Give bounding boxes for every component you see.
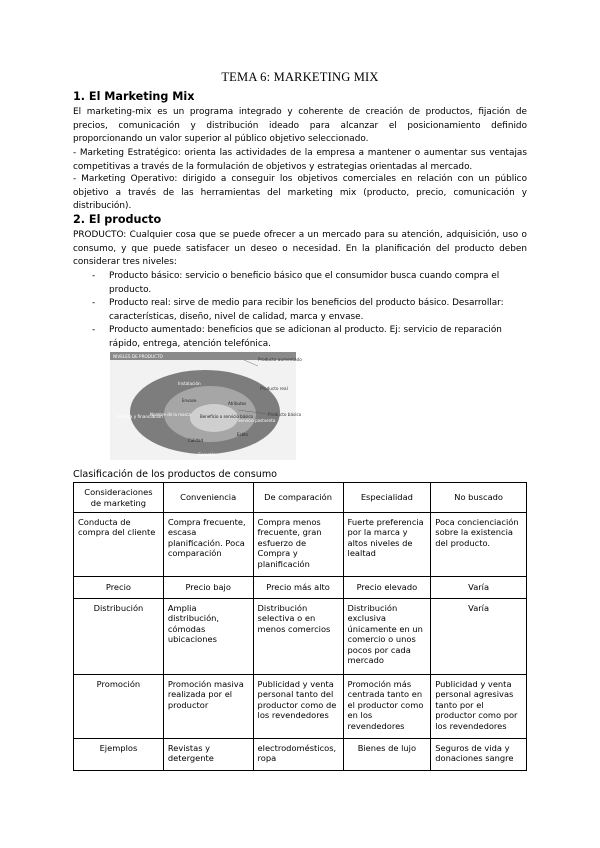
list-item: - Producto básico: servicio o beneficio básico que el consumidor busca cuando compra el producto. xyxy=(92,271,500,295)
table-cell: Distribución exclusiva únicamente en un comercio o unos pocos por cada mercado xyxy=(343,599,431,675)
table-cell: electrodomésticos, ropa xyxy=(253,739,343,771)
table-header-cell: De comparación xyxy=(253,483,343,513)
table-cell: Revistas y detergente xyxy=(163,739,253,771)
table-cell: Fuerte preferencia por la marca y altos niveles de lealtad xyxy=(343,513,431,577)
table-header-cell: Conveniencia xyxy=(163,483,253,513)
diagram-garantia: Garantía xyxy=(198,452,216,457)
table-cell: Varía xyxy=(431,599,527,675)
section-heading-producto: 2. El producto xyxy=(73,213,162,226)
table-cell: Ejemplos xyxy=(74,739,164,771)
consumer-products-table xyxy=(73,482,527,771)
page-title: TEMA 6: MARKETING MIX xyxy=(221,70,379,84)
table-cell: Poca concienciación sobre la existencia del producto. xyxy=(431,513,527,577)
table-row xyxy=(74,675,527,739)
paragraph-marketing-estrategico: - Marketing Estratégico: orienta las actividades de la empresa a mantener o aumentar sus ventajas competitivas a través de la formulación de objetivos y estrategias orientadas al mercado. xyxy=(73,148,527,172)
table-cell: Promoción xyxy=(74,675,164,739)
paragraph-marketing-mix-definition: El marketing-mix es un programa integrado y coherente de creación de productos, fijación de precios, comunicación y distribución ideado para alcanzar el posicionamiento definido proporcionando un valor superior al público objetivo seleccionado. xyxy=(73,107,527,145)
product-levels-diagram xyxy=(110,352,302,460)
table-cell: Varía xyxy=(431,577,527,599)
section-heading-marketing-mix: 1. El Marketing Mix xyxy=(73,90,195,103)
table-header-cell: No buscado xyxy=(431,483,527,513)
table-cell: Bienes de lujo xyxy=(343,739,431,771)
table-cell: Publicidad y venta personal agresivas tanto por el productor como por los revendedores xyxy=(431,675,527,739)
diagram-envase: Envase xyxy=(182,398,197,403)
table-cell: Seguros de vida y donaciones sangre xyxy=(431,739,527,771)
table-header-row xyxy=(74,483,527,513)
table-row xyxy=(74,739,527,771)
table-header-cell: Especialidad xyxy=(343,483,431,513)
paragraph-marketing-operativo: - Marketing Operativo: dirigido a conseguir los objetivos comerciales en relación con un público objetivo a través de las herramientas del marketing mix (producto, precio, comunicación y distribución). xyxy=(73,174,527,212)
diagram-beneficio-basico: Beneficio o servicio básico xyxy=(200,414,253,419)
table-caption: Clasificación de los productos de consumo xyxy=(73,469,278,480)
diagram-calidad: Calidad xyxy=(188,438,203,443)
table-cell: Amplia distribución, cómodas ubicaciones xyxy=(163,599,253,675)
table-cell: Distribución xyxy=(74,599,164,675)
diagram-header: NIVELES DE PRODUCTO xyxy=(113,354,163,359)
list-item: - Producto real: sirve de medio para recibir los beneficios del producto básico. Desarrollar: características, diseño, nivel de calidad, marca y envase. xyxy=(92,298,504,322)
list-item: - Producto aumentado: beneficios que se adicionan al producto. Ej: servicio de reparación rápido, entrega, atención telefónica. xyxy=(92,325,502,349)
paragraph-producto-definition: PRODUCTO: Cualquier cosa que se puede ofrecer a un mercado para su atención, adquisición, uso o consumo, y que puede satisfacer un deseo o necesidad. En la planificación del producto deben considerar tres niveles: xyxy=(73,230,527,268)
table-cell: Publicidad y venta personal tanto del productor como de los revendedores xyxy=(253,675,343,739)
label-producto-real: Producto real xyxy=(260,386,288,391)
table-cell: Compra frecuente, escasa planificación. Poca comparación xyxy=(163,513,253,577)
table-cell: Distribución selectiva o en menos comercios xyxy=(253,599,343,675)
table-cell: Compra menos frecuente, gran esfuerzo de Compra y planificación xyxy=(253,513,343,577)
label-producto-aumentado: Producto aumentado xyxy=(258,357,302,362)
table-row xyxy=(74,577,527,599)
table-cell: Promoción más centrada tanto en el productor como en los revendedores xyxy=(343,675,431,739)
label-producto-basico: Producto básico xyxy=(268,412,302,417)
table-cell: Precio bajo xyxy=(163,577,253,599)
diagram-instalacion: Instalación xyxy=(178,381,201,386)
table-row xyxy=(74,599,527,675)
diagram-atributos: Atributos xyxy=(228,401,247,406)
table-cell: Conducta de compra del cliente xyxy=(74,513,164,577)
table-row xyxy=(74,513,527,577)
diagram-estilo: Estilo xyxy=(237,432,248,437)
diagram-servicio-postventa: Servicio postventa xyxy=(238,418,276,423)
table-cell: Precio elevado xyxy=(343,577,431,599)
table-header-cell: Consideraciones de marketing xyxy=(74,483,164,513)
diagram-nombre-marca: Nombre de la marca xyxy=(150,412,191,417)
table-cell: Promoción masiva realizada por el productor xyxy=(163,675,253,739)
diagram-entrega: Entrega y financiación xyxy=(116,414,163,419)
table-cell: Precio xyxy=(74,577,164,599)
table-cell: Precio más alto xyxy=(253,577,343,599)
